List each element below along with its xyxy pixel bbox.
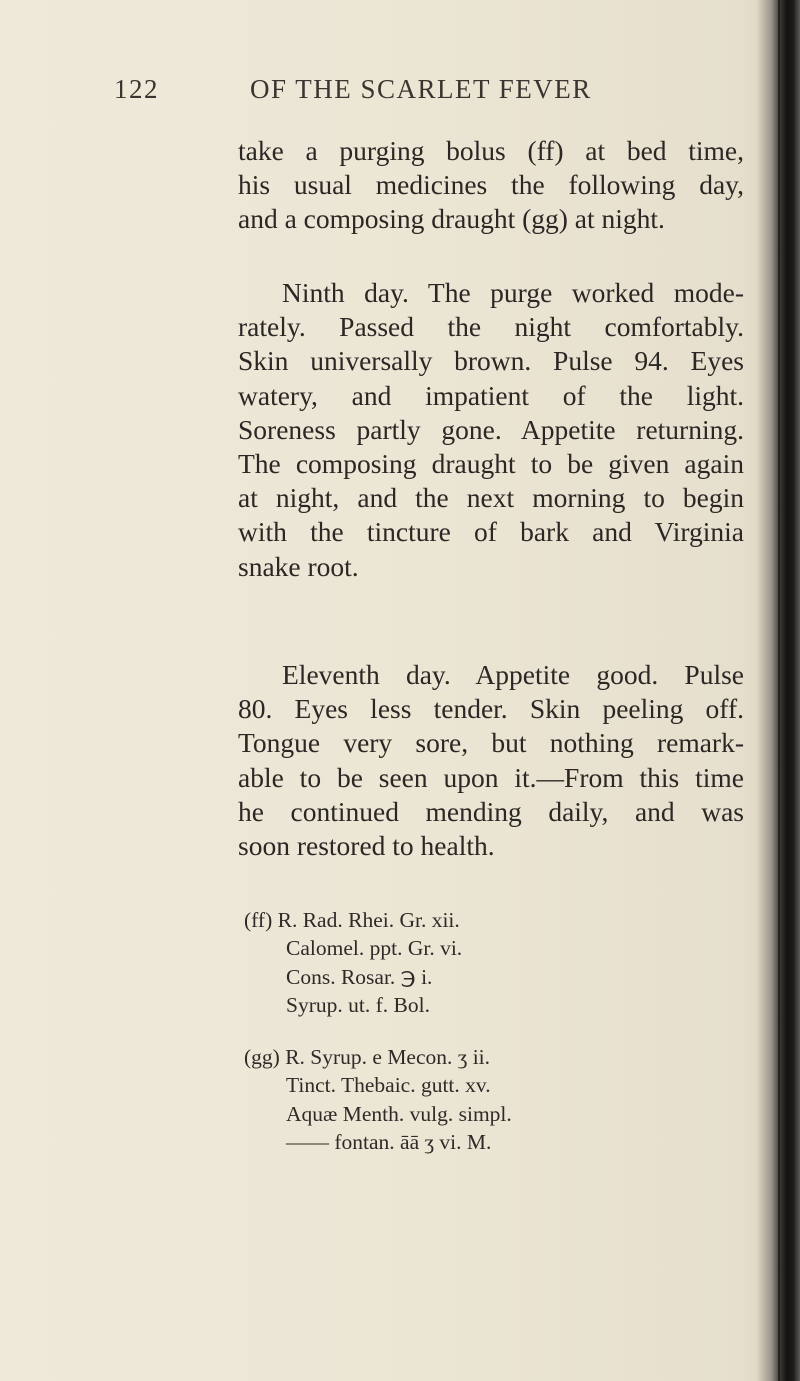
text-line: Tongue very sore, but nothing remark- — [238, 727, 744, 759]
text-line: Ninth day. The purge worked mode- — [282, 277, 744, 308]
text-line: soon restored to health. — [238, 830, 495, 862]
footnote-line: Cons. Rosar. ℈ i. — [286, 964, 433, 989]
text-line: he continued mending daily, and was — [238, 795, 744, 827]
text-line: The composing draught to be given again — [238, 448, 744, 480]
footnote-ff — [244, 906, 644, 1020]
paragraph-1 — [238, 134, 744, 237]
gutter-edge-line — [778, 0, 780, 1381]
book-gutter-shadow — [756, 0, 800, 1381]
paragraph-2 — [238, 276, 744, 584]
text-line: rately. Passed the night comfortably. — [238, 311, 744, 343]
text-line: able to be seen upon it.—From this time — [238, 761, 744, 793]
text-line: his usual medicines the following day, — [238, 169, 744, 201]
text-line: with the tincture of bark and Virginia — [238, 516, 744, 548]
text-line: Eleventh day. Appetite good. Pulse — [282, 659, 744, 690]
text-line: Soreness partly gone. Appetite returning. — [238, 413, 744, 445]
text-line: Skin universally brown. Pulse 94. Eyes — [238, 345, 744, 377]
footnote-line: Syrup. ut. f. Bol. — [286, 993, 430, 1018]
footnote-gg — [244, 1043, 644, 1157]
footnote-line: Calomel. ppt. Gr. vi. — [286, 936, 463, 961]
paragraph-3 — [238, 658, 744, 863]
running-title: OF THE SCARLET FEVER — [250, 74, 592, 104]
footnote-line: (ff) R. Rad. Rhei. Gr. xii. — [244, 908, 460, 932]
footnote-line: Tinct. Thebaic. gutt. xv. — [286, 1073, 491, 1098]
page-number: 122 — [114, 74, 159, 104]
text-line: and a composing draught (gg) at night. — [238, 203, 665, 235]
footnote-line: Aquæ Menth. vulg. simpl. — [286, 1101, 512, 1126]
text-line: 80. Eyes less tender. Skin peeling off. — [238, 693, 744, 725]
text-line: take a purging bolus (ff) at bed time, — [238, 135, 744, 166]
running-header — [114, 74, 674, 110]
footnote-line: (gg) R. Syrup. e Mecon. ʒ ii. — [244, 1045, 491, 1069]
footnote-line: —— fontan. āā ʒ vi. M. — [286, 1130, 492, 1155]
text-line: snake root. — [238, 550, 359, 582]
text-line: watery, and impatient of the light. — [238, 379, 744, 411]
text-line: at night, and the next morning to begin — [238, 482, 744, 514]
